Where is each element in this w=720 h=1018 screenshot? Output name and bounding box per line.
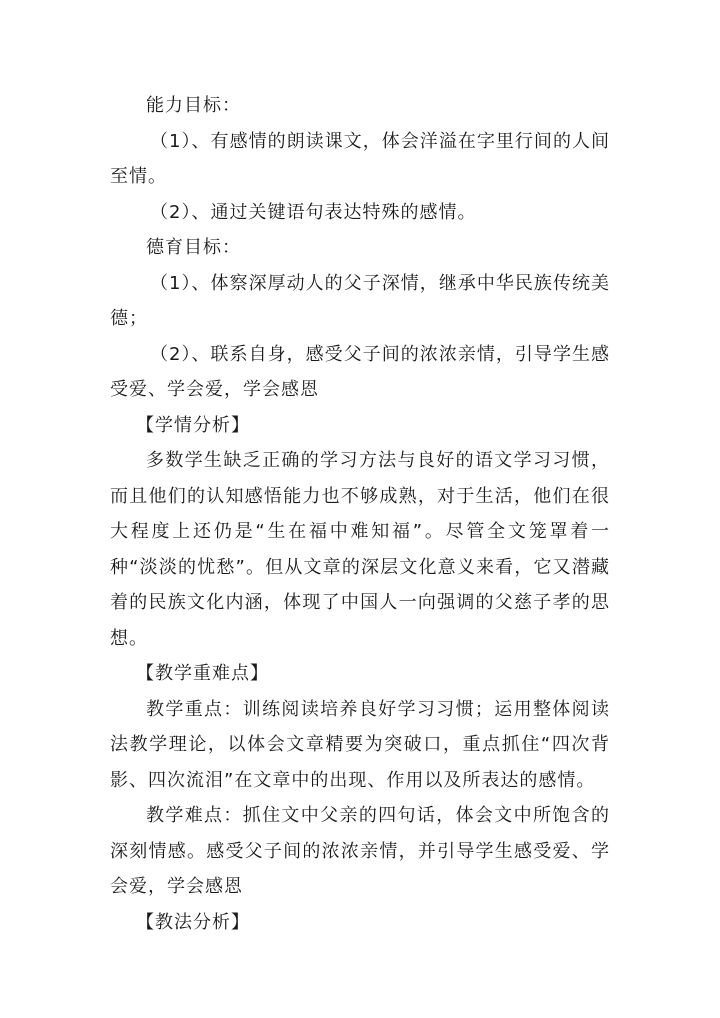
section-heading-key-difficulties: 【教学重难点】 (136, 663, 269, 684)
section-heading-student-analysis: 【学情分析】 (136, 414, 250, 436)
student-analysis-paragraph: 多数学生缺乏正确的学习方法与良好的语文学习习惯，而且他们的认知感悟能力也不够成熟，对于生活，他们在很大程度上还仍是“生在福中难知福”。尽管全文笼罩着一种“淡淡的忧愁”。但从文章的深层文化意义来看，它又潜藏着的民族文化内涵，体现了中国人一向强调的父慈子孝的思想。 (110, 450, 610, 649)
ability-goal-1: （1）、有感情的朗读课文，体会洋溢在字里行间的人间至情。 (110, 130, 610, 187)
teaching-difficulties-paragraph: 教学难点：抓住文中父亲的四句话，体会文中所饱含的深刻情感。感受父子间的浓浓亲情，并引导学生感受爱、学会爱，学会感恩 (110, 805, 610, 897)
section-heading-method-analysis: 【教法分析】 (136, 911, 250, 933)
teaching-key-points-paragraph: 教学重点：训练阅读培养良好学习习惯；运用整体阅读法教学理论，以体会文章精要为突破口，重点抓住“四次背影、四次流泪”在文章中的出现、作用以及所表达的感情。 (110, 698, 610, 791)
ability-goals-label: 能力目标： (146, 95, 241, 116)
document-body (110, 88, 610, 940)
ability-goal-2: （2）、通过关键语句表达特殊的感情。 (150, 201, 477, 223)
moral-goal-1: （1）、体察深厚动人的父子深情，继承中华民族传统美德； (110, 272, 610, 329)
moral-goal-2: （2）、联系自身，感受父子间的浓浓亲情，引导学生感受爱、学会爱，学会感恩 (110, 343, 610, 400)
moral-goals-label: 德育目标： (146, 237, 241, 258)
